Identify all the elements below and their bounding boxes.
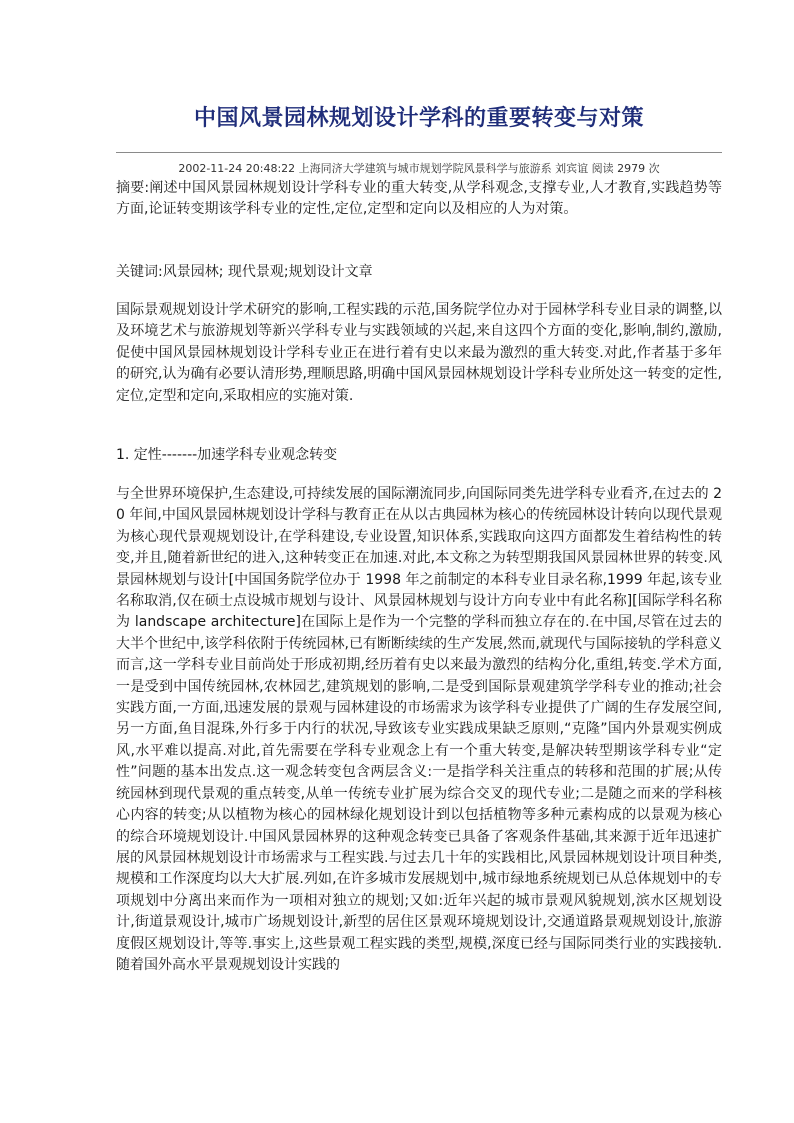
section-heading: 1. 定性-------加速学科专业观念转变 xyxy=(116,447,338,463)
title-divider xyxy=(116,152,722,153)
keywords-line: 关键词:风景园林; 现代景观;规划设计文章 xyxy=(116,264,373,280)
section-body-paragraph: 与全世界环境保护,生态建设,可持续发展的国际潮流同步,向国际同类先进学科专业看齐,在过去的 20 年间,中国风景园林规划设计学科与教育正在从以古典园林为核心的传统园林设计转向以现代景观为核心现代景观规划设计,在学科建设,专业设置,知识体系,实践取向这四方面都发生着结构性的转变,并且,随着新世纪的进入,这种转变正在加速.对此,本文称之为转型期我国风景园林世界的转变.风景园林规划与设计[中国国务院学位办于 1998 年之前制定的本科专业目录名称,1999 年起,该专业名称取消,仅在硕士点设城市规划与设计、风景园林规划与设计方向专业中有此名称][国际学科名称为 landscape architecture]在国际上是作为一个完整的学科而独立存在的.在中国,尽管在过去的大半个世纪中,该学科依附于传统园林,已有断断续续的生产发展,然而,就现代与国际接轨的学科意义而言,这一学科专业目前尚处于形成初期,经历着有史以来最为激烈的结构分化,重组,转变.学术方面,一是受到中国传统园林,农林园艺,建筑规划的影响,二是受到国际景观建筑学学科专业的推动;社会实践方面,一方面,迅速发展的景观与园林建设的市场需求为该学科专业提供了广阔的生存发展空间,另一方面,鱼目混珠,外行多于内行的状况,导致该专业实践成果缺乏原则,“克隆”国内外景观实例成风,水平难以提高.对此,首先需要在学科专业观念上有一个重大转变,是解决转型期该学科专业“定性”问题的基本出发点.这一观念转变包含两层含义:一是指学科关注重点的转移和范围的扩展;从传统园林到现代景观的重点转变,从单一传统专业扩展为综合交叉的现代专业;二是随之而来的学科核心内容的转变;从以植物为核心的园林绿化规划设计到以包括植物等多种元素构成的以景观为核心的综合环境规划设计.中国风景园林界的这种观念转变已具备了客观条件基础,其来源于近年迅速扩展的风景园林规划设计市场需求与工程实践.与过去几十年的实践相比,风景园林规划设计项目种类,规模和工作深度均以大大扩展.列如,在许多城市发展规划中,城市绿地系统规划已从总体规划中的专项规划中分离出来而作为一项相对独立的规划;又如:近年兴起的城市景观风貌规划,滨水区规划设计,街道景观设计,城市广场规划设计,新型的居住区景观环境规划设计,交通道路景观规划设计,旅游度假区规划设计,等等.事实上,这些景观工程实践的类型,规模,深度已经与国际同类行业的实践接轨.随着国外高水平景观规划设计实践的 xyxy=(116,486,722,973)
article-title: 中国风景园林规划设计学科的重要转变与对策 xyxy=(193,105,644,131)
intro-paragraph: 国际景观规划设计学术研究的影响,工程实践的示范,国务院学位办对于园林学科专业目录的调整,以及环境艺术与旅游规划等新兴学科专业与实践领域的兴起,来自这四个方面的变化,影响,制约,激励,促使中国风景园林规划设计学科专业正在进行着有史以来最为激烈的重大转变.对此,作者基于多年的研究,认为确有必要认清形势,理顺思路,明确中国风景园林规划设计学科专业所处这一转变的定性,定位,定型和定向,采取相应的实施对策. xyxy=(116,302,722,404)
article-meta: 2002-11-24 20:48:22 上海同济大学建筑与城市规划学院风景科学与旅游系 刘宾谊 阅读 2979 次 xyxy=(178,162,660,175)
abstract-paragraph: 摘要:阐述中国风景园林规划设计学科专业的重大转变,从学科观念,支撑专业,人才教育,实践趋势等方面,论证转变期该学科专业的定性,定位,定型和定向以及相应的人为对策。 xyxy=(116,180,722,218)
